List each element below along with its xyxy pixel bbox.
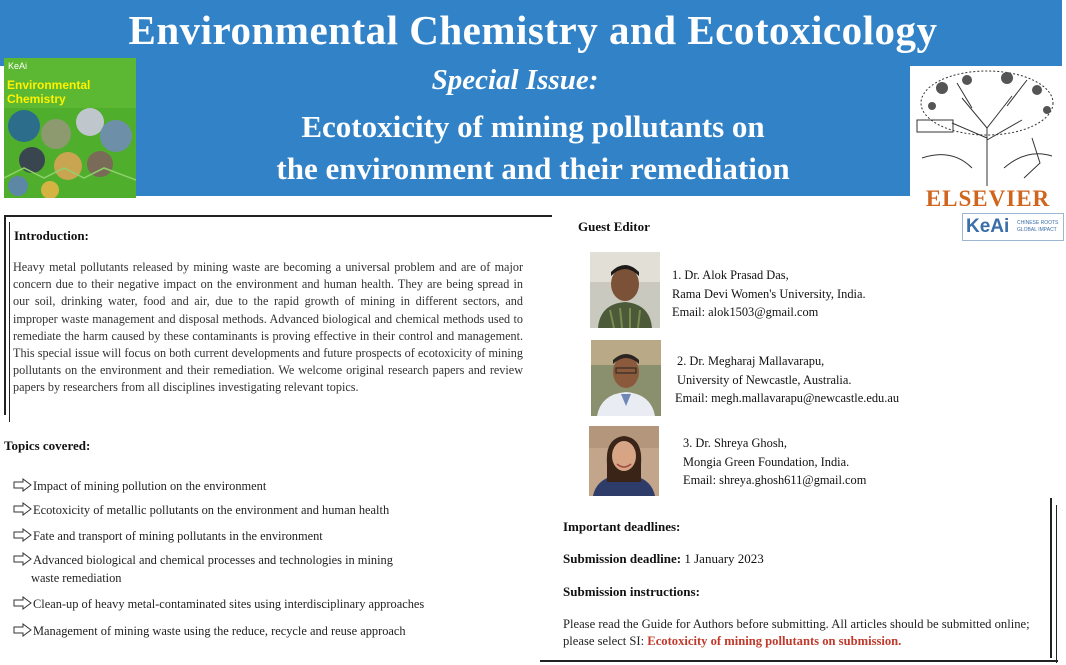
issue-title-line1: Ecotoxicity of mining pollutants on (301, 109, 765, 144)
topic-text: waste remediation (31, 571, 122, 585)
topic-item (13, 596, 483, 613)
elsevier-wordmark: ELSEVIER (925, 186, 1051, 211)
topic-text: Advanced biological and chemical processes and technologies in mining (33, 553, 393, 567)
editor-affiliation: University of Newcastle, Australia. (677, 372, 852, 387)
special-issue-label: Special Issue: (431, 64, 599, 96)
issue-title (120, 106, 946, 190)
editor-details (677, 352, 899, 408)
hollow-arrow-icon (13, 623, 33, 637)
introduction-text: Heavy metal pollutants released by mining waste are becoming a universal problem and are of major concern due to their negative impact on the environment and human health. They are being spread in our soil, drinking water, food and air, due to the rapid growth of mining in different sectors, and improper waste management and disposal methods. Advanced biological and chemical methods used to remediate the harm caused by these contaminants is proving effective in their control and management. This special issue will focus on both current developments and future prospects of ecotoxicity of mining pollutants on the environment and their remediation. We welcome original research papers and review papers by researchers from all disciplines investigating relevant topics. (13, 260, 523, 395)
hollow-arrow-icon (13, 528, 33, 542)
cover-title-line1: Environmental Chemistry (7, 78, 91, 106)
right-frame-inner-border (1056, 505, 1057, 663)
editor-affiliation: Rama Devi Women's University, India. (672, 286, 866, 301)
right-frame-outer-border (1050, 498, 1052, 658)
editor-photo (589, 423, 659, 499)
hollow-arrow-icon (13, 596, 33, 610)
topic-text: Fate and transport of mining pollutants in the environment (33, 529, 323, 543)
topic-text: Management of mining waste using the reduce, recycle and reuse approach (33, 624, 406, 638)
right-frame-bottom-border (540, 660, 1058, 662)
editor-photo (590, 252, 660, 328)
guest-editor-heading: Guest Editor (578, 219, 650, 234)
deadlines-heading: Important deadlines: (563, 519, 681, 534)
keai-wordmark: KeAi (966, 216, 1010, 237)
editor-name: 2. Dr. Megharaj Mallavarapu, (677, 354, 825, 368)
submission-instructions-heading: Submission instructions: (563, 584, 700, 599)
banner-band-right (905, 56, 1062, 66)
editor-email: Email: alok1503@gmail.com (672, 305, 819, 319)
cover-photo-collage (4, 108, 136, 198)
left-frame-outer-border (4, 215, 6, 415)
editor-email: Email: shreya.ghosh611@gmail.com (683, 473, 867, 487)
editor-details (683, 434, 866, 490)
editor-affiliation: Mongia Green Foundation, India. (683, 454, 850, 469)
hollow-arrow-icon (13, 478, 33, 492)
topics-heading: Topics covered: (4, 438, 91, 453)
submission-deadline (563, 551, 764, 567)
journal-cover-image (4, 58, 136, 198)
submission-deadline-label: Submission deadline: (563, 551, 682, 566)
topic-item-continuation (31, 570, 501, 587)
editor-email: Email: megh.mallavarapu@newcastle.edu.au (675, 391, 900, 405)
topic-text: Impact of mining pollution on the environment (33, 479, 267, 493)
hollow-arrow-icon (13, 502, 33, 516)
issue-title-line2: the environment and their remediation (276, 151, 790, 186)
instructions-body: Please read the Guide for Authors before submitting. All articles should be submitted online; please select SI: (563, 617, 1030, 648)
hollow-arrow-icon (13, 552, 33, 566)
cover-publisher-tag: KeAi (8, 61, 28, 71)
topic-item (13, 478, 483, 495)
submission-deadline-date: 1 January 2023 (684, 551, 764, 566)
keai-tagline: CHINESE ROOTS GLOBAL IMPACT (1017, 220, 1059, 233)
journal-title: Environmental Chemistry and Ecotoxicology (128, 7, 938, 53)
left-frame-inner-border (9, 222, 10, 422)
introduction-heading: Introduction: (14, 228, 89, 243)
topic-item (13, 623, 483, 640)
topic-item (13, 552, 483, 569)
si-name: Ecotoxicity of mining pollutants on submission. (647, 634, 902, 648)
topic-item (13, 528, 483, 545)
editor-name: 3. Dr. Shreya Ghosh, (683, 436, 787, 450)
editor-details (672, 266, 866, 322)
elsevier-tree-logo (912, 68, 1062, 188)
topic-item (13, 502, 483, 519)
left-frame-top-border (4, 215, 552, 217)
editor-photo (591, 340, 661, 416)
keai-logo (962, 213, 1064, 241)
editor-name: 1. Dr. Alok Prasad Das, (672, 268, 789, 282)
submission-instructions-text (563, 616, 1043, 650)
topic-text: Ecotoxicity of metallic pollutants on the environment and human health (33, 503, 390, 517)
topic-text: Clean-up of heavy metal-contaminated sites using interdisciplinary approaches (33, 597, 425, 611)
